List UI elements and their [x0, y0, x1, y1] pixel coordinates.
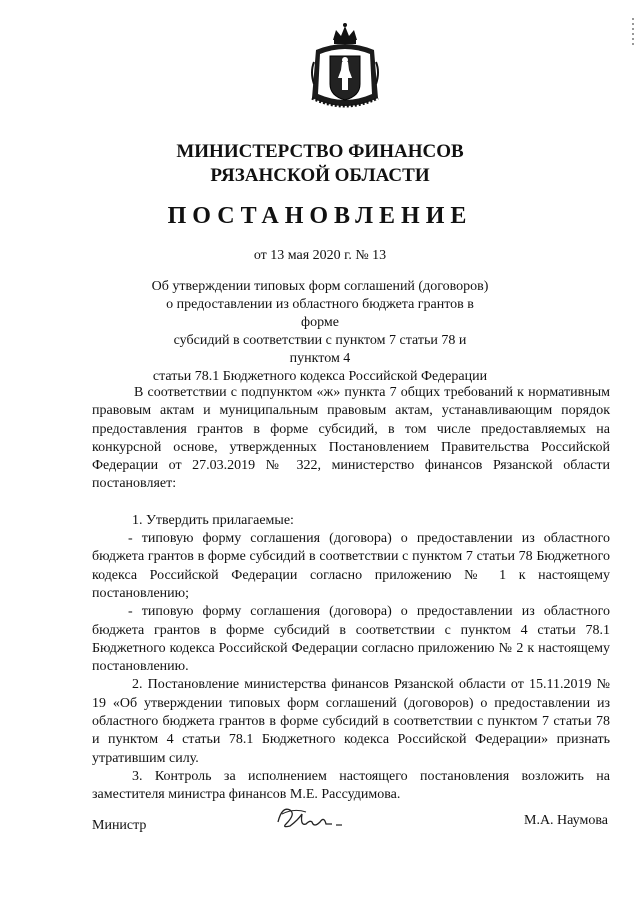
item-1-title: 1. Утвердить прилагаемые:	[132, 512, 294, 528]
preamble-paragraph: В соответствии с подпунктом «ж» пункта 7 общих требований к нормативным правовым актам и муниципальным правовым актам, устанавливающим порядок предоставления грантов в форме субсидий, в том числе предоставляемых на конкурсной основе, утвержденных Постановлением Правительства Российской Федерации от 27.03.2019 № 322, министерство финансов Рязанской области постановляет:	[92, 385, 610, 492]
date-and-number: от 13 мая 2020 г. № 13	[253, 248, 387, 263]
ministry-name	[0, 140, 640, 188]
ministry-line-2: РЯЗАНСКОЙ ОБЛАСТИ	[210, 165, 430, 186]
handwritten-signature-icon	[272, 800, 352, 836]
scan-edge-mark	[630, 18, 636, 48]
coat-of-arms-icon	[306, 22, 384, 114]
paragraph-spacer	[92, 494, 610, 512]
item-3-paragraph: 3. Контроль за исполнением настоящего постановления возложить на заместителя министра финансов М.Е. Рассудимова.	[92, 768, 610, 803]
document-type-title: ПОСТАНОВЛЕНИЕ	[167, 203, 473, 229]
document-body	[92, 384, 610, 805]
subject-line-2: о предоставлении из областного бюджета грантов в форме	[166, 297, 474, 330]
signer-name: М.А. Наумова	[524, 813, 608, 828]
ministry-line-1: МИНИСТЕРСТВО ФИНАНСОВ	[176, 141, 464, 162]
signer-title: Министр	[92, 818, 147, 833]
item-1-subitem-a: - типовую форму соглашения (договора) о предоставлении из областного бюджета грантов в форме субсидий в соответствии с пунктом 7 статьи 78 Бюджетного кодекса Российской Федерации согласно приложению № 1 к настоящему постановлению;	[92, 531, 610, 601]
item-2-paragraph: 2. Постановление министерства финансов Рязанской области от 15.11.2019 № 19 «Об утверждении типовых форм соглашений (договоров) о предоставлении из областного бюджета грантов в форме субсидий в соответствии с пунктом 7 статьи 78 и пунктом 4 статьи 78.1 Бюджетного кодекса Российской Федерации» признать утратившим силу.	[92, 677, 610, 766]
subject-line-3: субсидий в соответствии с пунктом 7 статьи 78 и пунктом 4	[173, 333, 467, 366]
subject-line-4: статьи 78.1 Бюджетного кодекса Российской Федерации	[152, 369, 488, 384]
document-subject	[150, 278, 490, 386]
subject-line-1: Об утверждении типовых форм соглашений (договоров)	[151, 279, 489, 294]
item-1-subitem-b: - типовую форму соглашения (договора) о предоставлении из областного бюджета грантов в форме субсидий в соответствии с пунктом 4 статьи 78.1 Бюджетного кодекса Российской Федерации согласно приложению № 2 к настоящему постановлению.	[92, 604, 610, 675]
